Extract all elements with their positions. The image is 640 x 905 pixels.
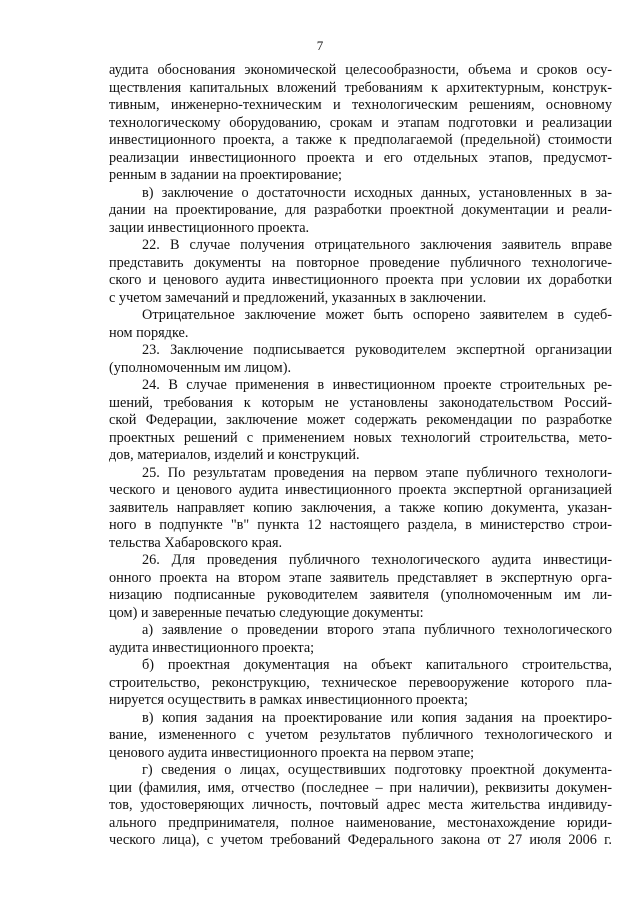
text-line: цом) и заверенные печатью следующие документы: — [109, 604, 424, 621]
text-line: ценового аудита инвестиционного проекта на первом этапе; — [109, 744, 475, 761]
text-line: тов, удостоверяющих личность, почтовый адрес места жительства индивиду- — [109, 797, 612, 813]
text-line: строительство, реконструкцию, техническое перевооружение которого пла- — [109, 674, 612, 691]
text-line: аудита обоснования экономической целесообразности, объема и сроков осу- — [109, 62, 612, 78]
text-line: реализации инвестиционного проекта и его отдельных этапов, предусмот- — [109, 149, 612, 166]
text-line: ческого и ценового аудита инвестиционного проекта экспертной организацией — [109, 482, 612, 498]
text-line: дов, материалов, изделий и конструкций. — [109, 447, 360, 463]
text-line: инвестиционного проекта, а также к предполагаемой (предельной) стоимости — [109, 132, 612, 148]
text-line: 25. По результатам проведения на первом этапе публичного технологи- — [142, 464, 612, 481]
text-line: низацию подписанные руководителем заявителя (уполномоченным им ли- — [109, 587, 612, 603]
text-line: технологическому оборудованию, срокам и этапам подготовки и реализации — [109, 114, 612, 131]
text-line: нируется осуществить в рамках инвестиционного проекта; — [109, 692, 469, 708]
text-line: в) заключение о достаточности исходных данных, установленных в за- — [142, 184, 612, 201]
page-number: 7 — [316, 38, 324, 53]
text-line: шений, требования к которым не установлены законодательством Россий- — [109, 394, 612, 411]
text-line: (уполномоченным им лицом). — [109, 359, 292, 376]
text-line: б) проектная документация на объект капитального строительства, — [142, 657, 612, 673]
text-line: ществления капитальных вложений требованиям к архитектурным, конструк- — [109, 79, 612, 96]
text-line: ном порядке. — [109, 324, 189, 341]
text-line: 26. Для проведения публичного технологического аудита инвестици- — [142, 552, 612, 568]
text-line: дании на проектирование, для разработки проектной документации и реали- — [109, 202, 612, 218]
text-line: а) заявление о проведении второго этапа публичного технологического — [142, 622, 612, 638]
text-line: зации инвестиционного проекта. — [109, 219, 310, 236]
text-line: ренным в задании на проектирование; — [109, 167, 343, 183]
text-line: с учетом замечаний и предложений, указанных в заключении. — [109, 289, 487, 306]
text-line: онного проекта на втором этапе заявитель представляет в экспертную орга- — [109, 569, 612, 586]
text-line: 24. В случае применения в инвестиционном проекте строительных ре- — [142, 377, 612, 393]
text-line: 22. В случае получения отрицательного заключения заявитель вправе — [142, 237, 612, 253]
text-line: аудита инвестиционного проекта; — [109, 639, 315, 656]
text-line: ции (фамилия, имя, отчество (последнее – при наличии), реквизиты докумен- — [109, 779, 612, 796]
text-line: тельства Хабаровского края. — [109, 534, 283, 551]
text-line: тивным, инженерно-техническим и технологическим решениям, основному — [109, 97, 612, 113]
text-line: вание, измененного с учетом результатов публичного технологического и — [109, 727, 612, 743]
text-line: ного в подпункте "в" пункта 12 настоящего раздела, в министерство строи- — [109, 517, 612, 533]
text-line: ческого лица), с учетом требований Федерального закона от 27 июля 2006 г. — [109, 832, 612, 848]
text-line: заявитель направляет копию заключения, а также копию документа, указан- — [109, 499, 612, 516]
text-line: ской Федерации, заключение может содержать рекомендации по разработке — [109, 412, 612, 428]
text-line: г) сведения о лицах, осуществивших подготовку проектной документа- — [142, 762, 612, 778]
text-line: ского и ценового аудита инвестиционного проекта при условии их доработки — [109, 272, 612, 288]
text-line: ального предпринимателя, полное наименование, местонахождение юриди- — [109, 814, 612, 831]
text-line: проектных решений с применением новых технологий строительства, мето- — [109, 429, 612, 446]
document-body — [109, 62, 612, 850]
text-line: в) копия задания на проектирование или копия задания на проектиро- — [142, 709, 612, 726]
text-line: представить документы на повторное проведение публичного технологиче- — [109, 254, 612, 271]
text-line: Отрицательное заключение может быть оспорено заявителем в судеб- — [142, 307, 612, 323]
text-line: 23. Заключение подписывается руководителем экспертной организации — [142, 342, 612, 358]
